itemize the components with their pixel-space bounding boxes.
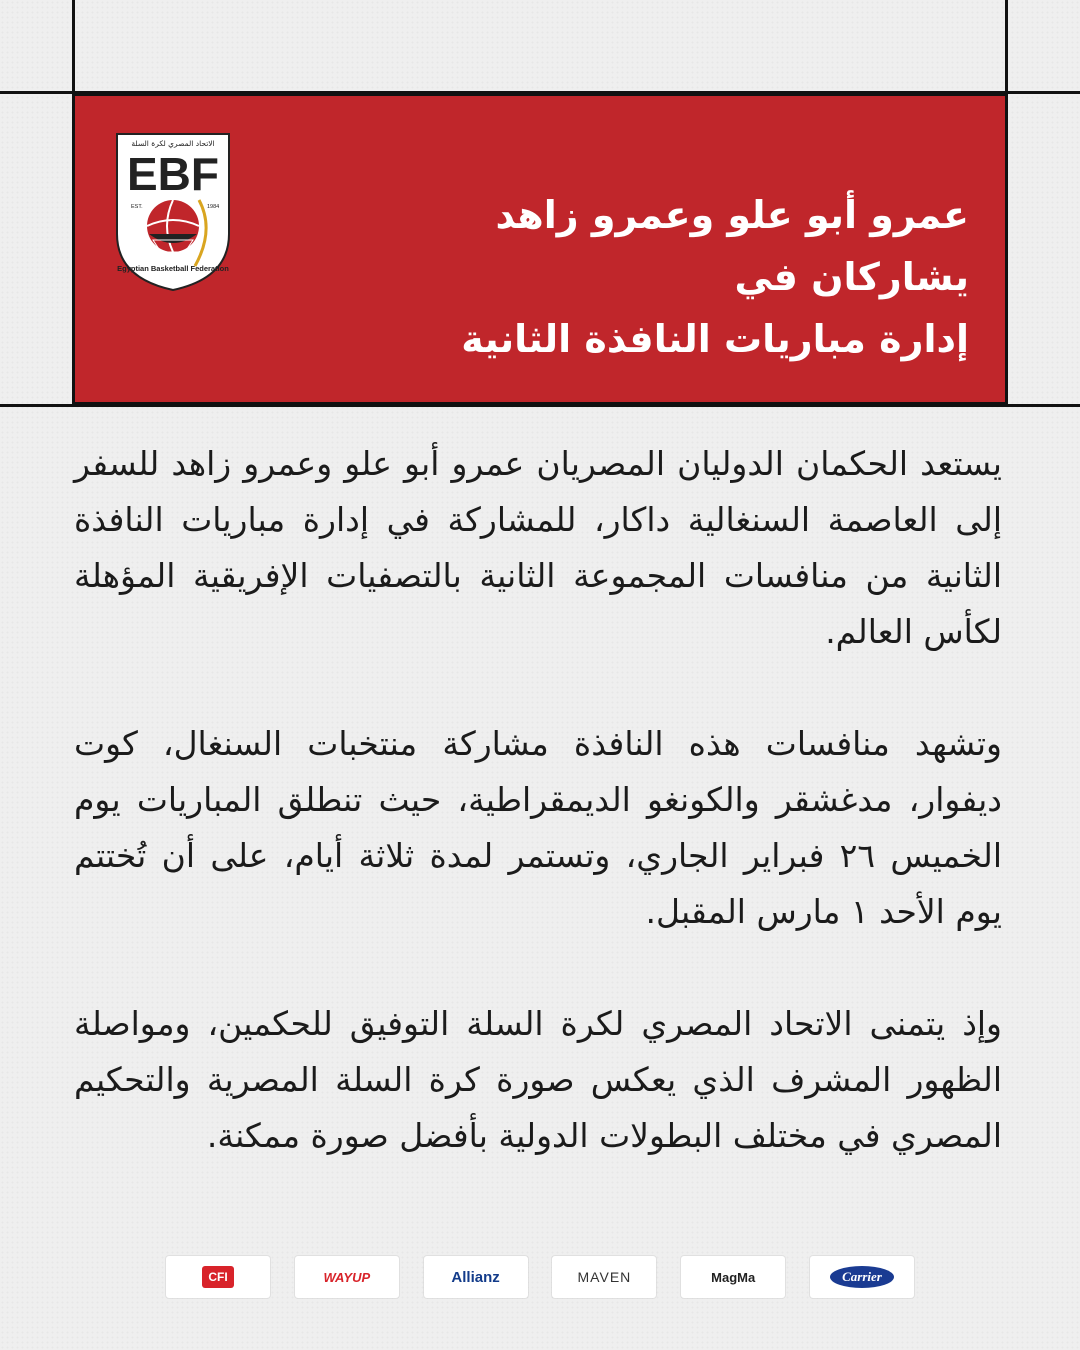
ebf-logo-icon bbox=[111, 130, 235, 294]
sponsor-cfi bbox=[166, 1256, 270, 1298]
sponsor-maven-logo: MAVEN bbox=[577, 1269, 632, 1285]
article-paragraph-1: يستعد الحكمان الدوليان المصريان عمرو أبو علو وعمرو زاهد للسفر إلى العاصمة السنغالية داكار، للمشاركة في إدارة مباريات النافذة الثانية من منافسات المجموعة الثانية بالتصفيات الإفريقية المؤهلة لكأس العالم. bbox=[74, 444, 1002, 651]
sponsor-strip bbox=[166, 1256, 914, 1298]
sponsor-carrier-logo: Carrier bbox=[830, 1266, 894, 1288]
sponsor-cfi-logo: CFI bbox=[202, 1266, 233, 1288]
logo-est-label: EST. bbox=[131, 204, 143, 210]
sponsor-wayup bbox=[295, 1256, 399, 1298]
logo-english-name: Egyptian Basketball Federation bbox=[117, 264, 229, 273]
headline bbox=[329, 184, 969, 370]
logo-abbr: EBF bbox=[127, 148, 219, 200]
sponsor-wayup-logo: WAYUP bbox=[323, 1269, 371, 1285]
headline-line-2: إدارة مباريات النافذة الثانية bbox=[461, 317, 969, 361]
headline-banner bbox=[72, 93, 1008, 405]
logo-arabic-name: الاتحاد المصري لكرة السلة bbox=[131, 139, 215, 148]
sponsor-allianz bbox=[424, 1256, 528, 1298]
sponsor-maven bbox=[552, 1256, 656, 1298]
article-body bbox=[74, 436, 1002, 1220]
frame-line-right-top bbox=[1005, 0, 1008, 93]
article-paragraph-3: وإذ يتمنى الاتحاد المصري لكرة السلة التوفيق للحكمين، ومواصلة الظهور المشرف الذي يعكس صورة كرة السلة المصرية والتحكيم المصري في مختلف البطولات الدولية بأفضل صورة ممكنة. bbox=[74, 1004, 1002, 1155]
logo-est-year: 1984 bbox=[207, 204, 220, 210]
headline-line-1: عمرو أبو علو وعمرو زاهد يشاركان في bbox=[495, 193, 969, 299]
sponsor-allianz-logo: Allianz bbox=[451, 1268, 500, 1286]
sponsor-magma-logo: MagMa bbox=[711, 1269, 756, 1285]
sponsor-carrier bbox=[810, 1256, 914, 1298]
frame-line-left-top bbox=[72, 0, 75, 93]
article-paragraph-2: وتشهد منافسات هذه النافذة مشاركة منتخبات السنغال، كوت ديفوار، مدغشقر والكونغو الديمقراطية، حيث تنطلق المباريات يوم الخميس ٢٦ فبراير الجاري، وتستمر لمدة ثلاثة أيام، على أن تُختتم يوم الأحد ١ مارس المقبل. bbox=[74, 724, 1002, 931]
sponsor-magma bbox=[681, 1256, 785, 1298]
